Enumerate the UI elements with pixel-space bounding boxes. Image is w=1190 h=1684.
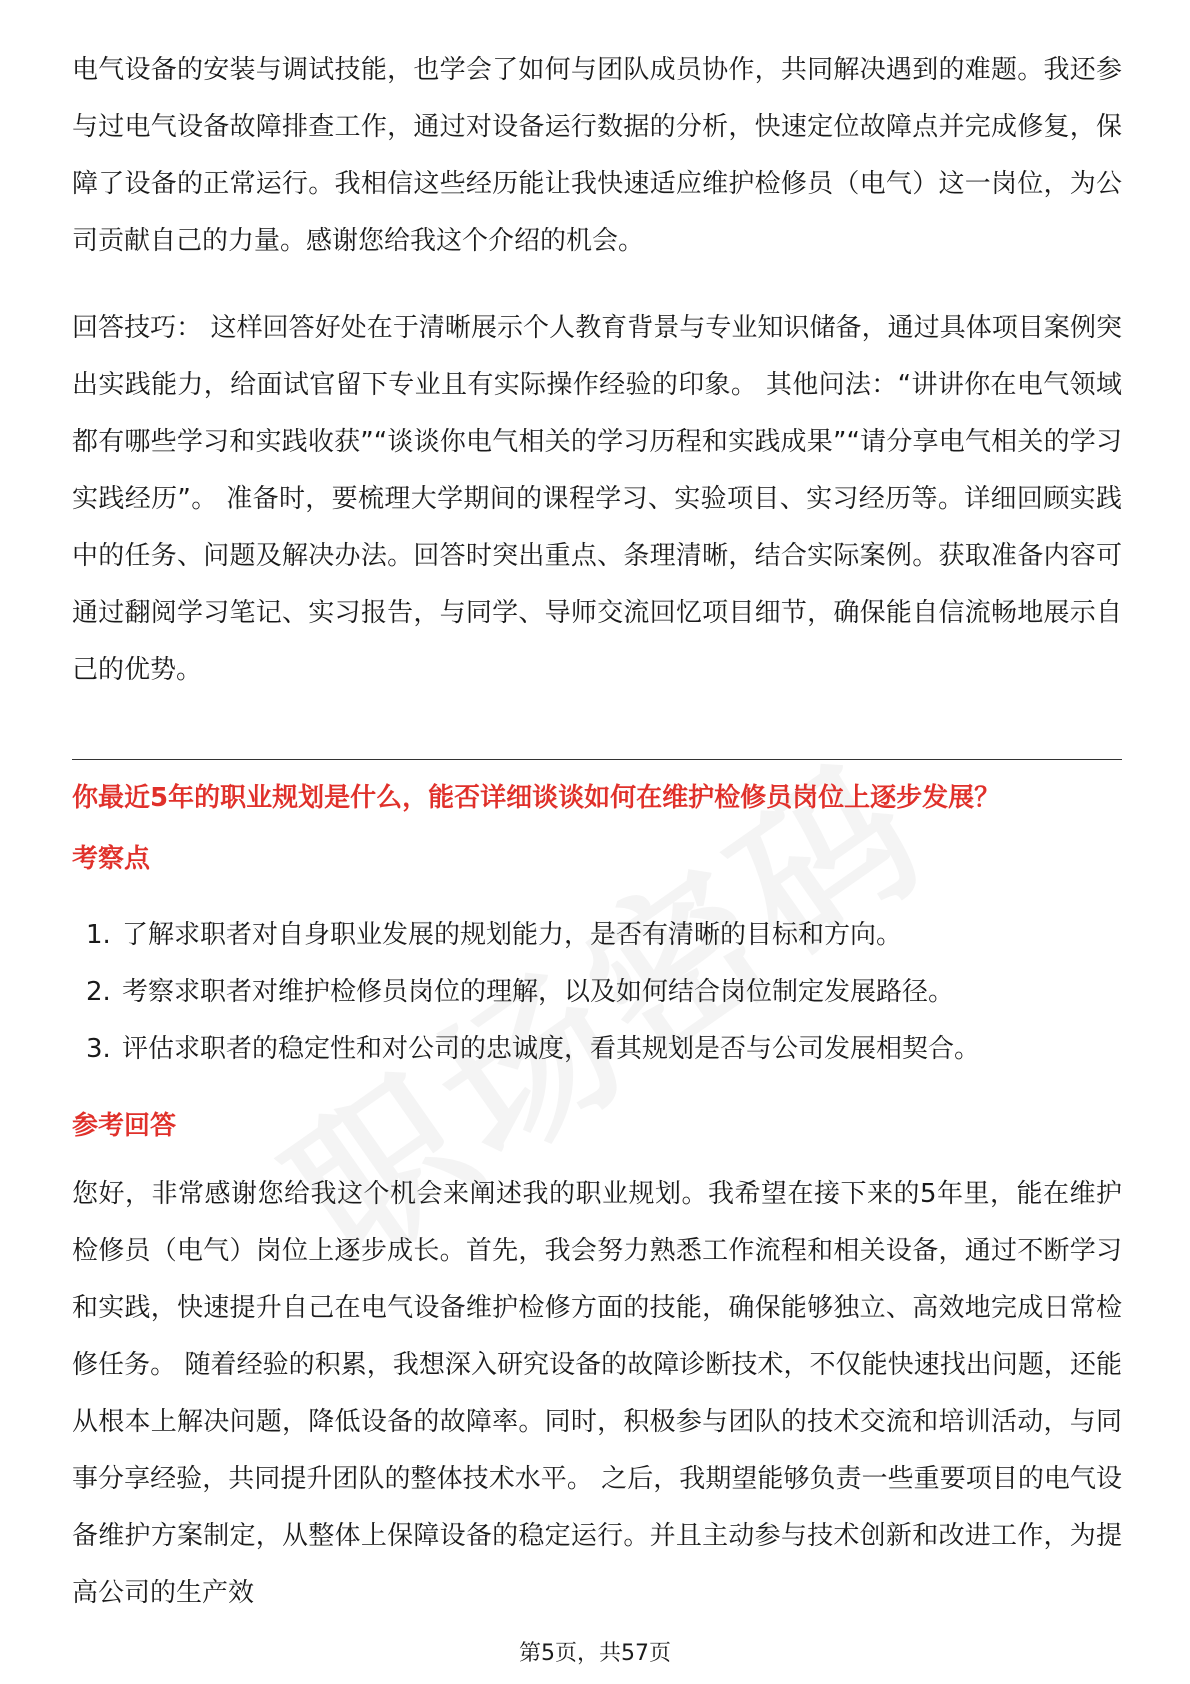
tips-paragraph: 回答技巧： 这样回答好处在于清晰展示个人教育背景与专业知识储备，通过具体项目案例突出实践能力，给面试官留下专业且有实际操作经验的印象。 其他问法：“讲讲你在电气领域都有哪些学习和实践收获”“谈谈你电气相关的学习历程和实践成果”“请分享电气相关的学习实践经历”。 准备时，要梳理大学期间的课程学习、实验项目、实习经历等。详细回顾实践中的任务、问题及解决办法。回答时突出重点、条理清晰，结合实际案例。获取准备内容可通过翻阅学习笔记、实习报告，与同学、导师交流回忆项目细节，确保能自信流畅地展示自己的优势。 xyxy=(72,313,1122,685)
section-divider xyxy=(72,759,1122,760)
answer-paragraph: 您好，非常感谢您给我这个机会来阐述我的职业规划。我希望在接下来的5年里，能在维护检修员（电气）岗位上逐步成长。首先，我会努力熟悉工作流程和相关设备，通过不断学习和实践，快速提升自己在电气设备维护检修方面的技能，确保能够独立、高效地完成日常检修任务。 随着经验的积累，我想深入研究设备的故障诊断技术，不仅能快速找出问题，还能从根本上解决问题，降低设备的故障率。同时，积极参与团队的技术交流和培训活动，与同事分享经验，共同提升团队的整体技术水平。 之后，我期望能够负责一些重要项目的电气设备维护方案制定，从整体上保障设备的稳定运行。并且主动参与技术创新和改进工作，为提高公司的生产效 xyxy=(72,1179,1122,1608)
list-item: 1. 了解求职者对自身职业发展的规划能力，是否有清晰的目标和方向。 xyxy=(86,920,903,950)
question-heading: 你最近5年的职业规划是什么，能否详细谈谈如何在维护检修员岗位上逐步发展？ xyxy=(72,783,1001,813)
page-number: 第5页，共57页 xyxy=(519,1641,671,1666)
list-item: 2. 考察求职者对维护检修员岗位的理解，以及如何结合岗位制定发展路径。 xyxy=(86,977,955,1007)
list-item: 3. 评估求职者的稳定性和对公司的忠诚度，看其规划是否与公司发展相契合。 xyxy=(86,1034,981,1064)
answer-heading: 参考回答 xyxy=(72,1111,177,1141)
points-list xyxy=(72,907,980,1078)
points-heading: 考察点 xyxy=(72,844,151,874)
paragraph-top: 电气设备的安装与调试技能，也学会了如何与团队成员协作，共同解决遇到的难题。我还参与过电气设备故障排查工作，通过对设备运行数据的分析，快速定位故障点并完成修复，保障了设备的正常运行。我相信这些经历能让我快速适应维护检修员（电气）这一岗位，为公司贡献自己的力量。感谢您给我这个介绍的机会。 xyxy=(72,55,1122,256)
